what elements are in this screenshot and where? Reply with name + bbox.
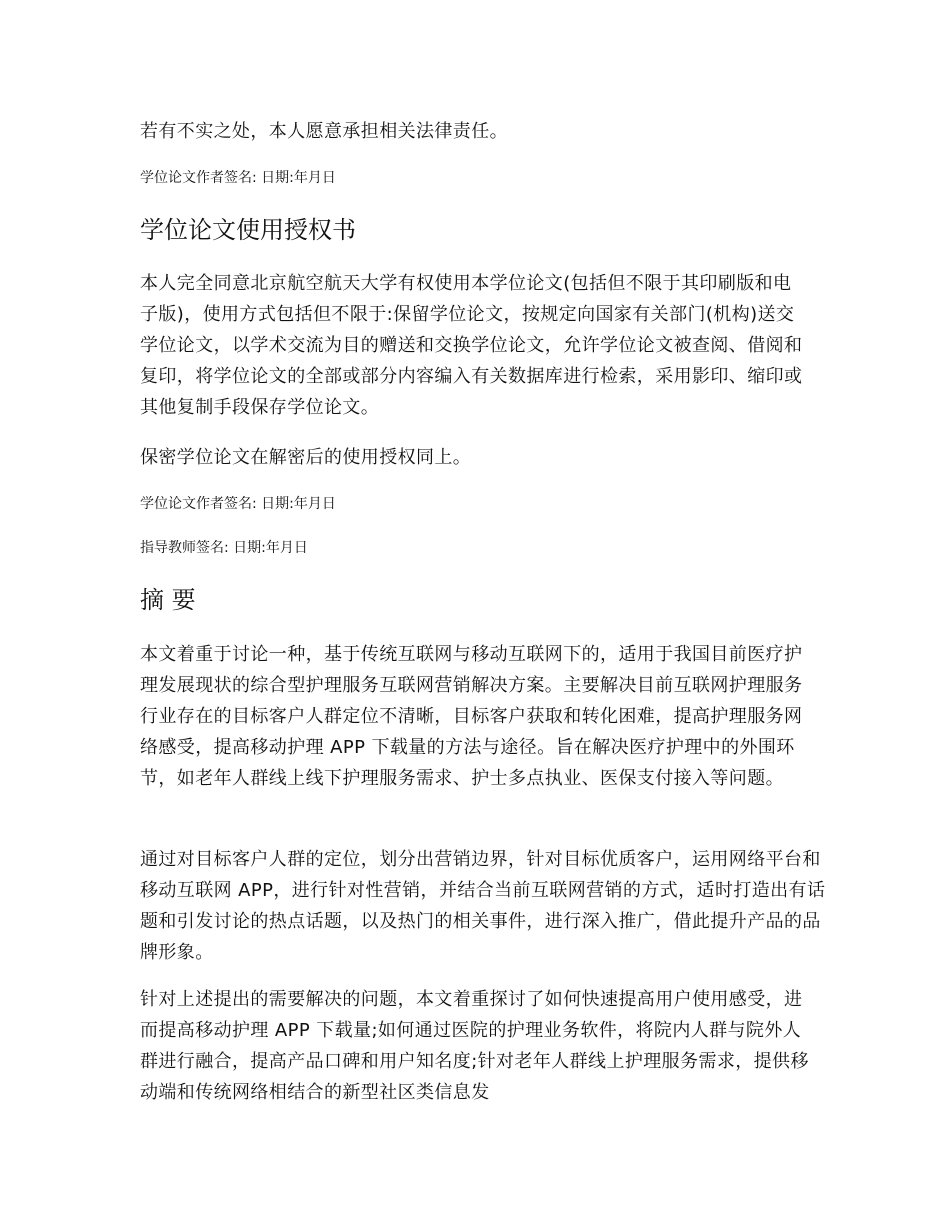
author-signature-line-2: 学位论文作者签名: 日期:年月日 (140, 496, 336, 512)
author-signature-line: 学位论文作者签名: 日期:年月日 (140, 170, 336, 186)
abstract-title: 摘 要 (140, 586, 196, 614)
abstract-paragraph-2: 通过对目标客户人群的定位，划分出营销边界，针对目标优质客户，运用网络平台和移动互联网 APP，进行针对性营销，并结合当前互联网营销的方式，适时打造出有话题和引发讨论的热点话题，以及热门的相关事件，进行深入推广，借此提升产品的品牌形象。 (140, 849, 826, 963)
liability-statement: 若有不实之处，本人愿意承担相关法律责任。 (140, 121, 508, 142)
abstract-paragraph-3: 针对上述提出的需要解决的问题，本文着重探讨了如何快速提高用户使用感受，进而提高移动护理 APP 下载量;如何通过医院的护理业务软件，将院内人群与院外人群进行融合，提高产品口碑和用户知名度;针对老年人群线上护理服务需求，提供移动端和传统网络相结合的新型社区类信息发 (140, 989, 809, 1103)
abstract-paragraph-1: 本文着重于讨论一种，基于传统互联网与移动互联网下的，适用于我国目前医疗护理发展现状的综合型护理服务互联网营销解决方案。主要解决目前互联网护理服务行业存在的目标客户人群定位不清晰，目标客户获取和转化困难，提高护理服务网络感受，提高移动护理 APP 下载量的方法与途径。旨在解决医疗护理中的外围环节，如老年人群线上线下护理服务需求、护士多点执业、医保支付接入等问题。 (140, 644, 803, 789)
authorization-body: 本人完全同意北京航空航天大学有权使用本学位论文(包括但不限于其印刷版和电子版)，使用方式包括但不限于:保留学位论文，按规定向国家有关部门(机构)送交学位论文，以学术交流为目的赠送和交换学位论文，允许学位论文被查阅、借阅和复印，将学位论文的全部或部分内容编入有关数据库进行检索，采用影印、缩印或其他复制手段保存学位论文。 (140, 273, 803, 418)
authorization-title: 学位论文使用授权书 (140, 216, 356, 244)
secret-thesis-note: 保密学位论文在解密后的使用授权同上。 (140, 447, 472, 468)
advisor-signature-line: 指导教师签名: 日期:年月日 (140, 540, 308, 556)
